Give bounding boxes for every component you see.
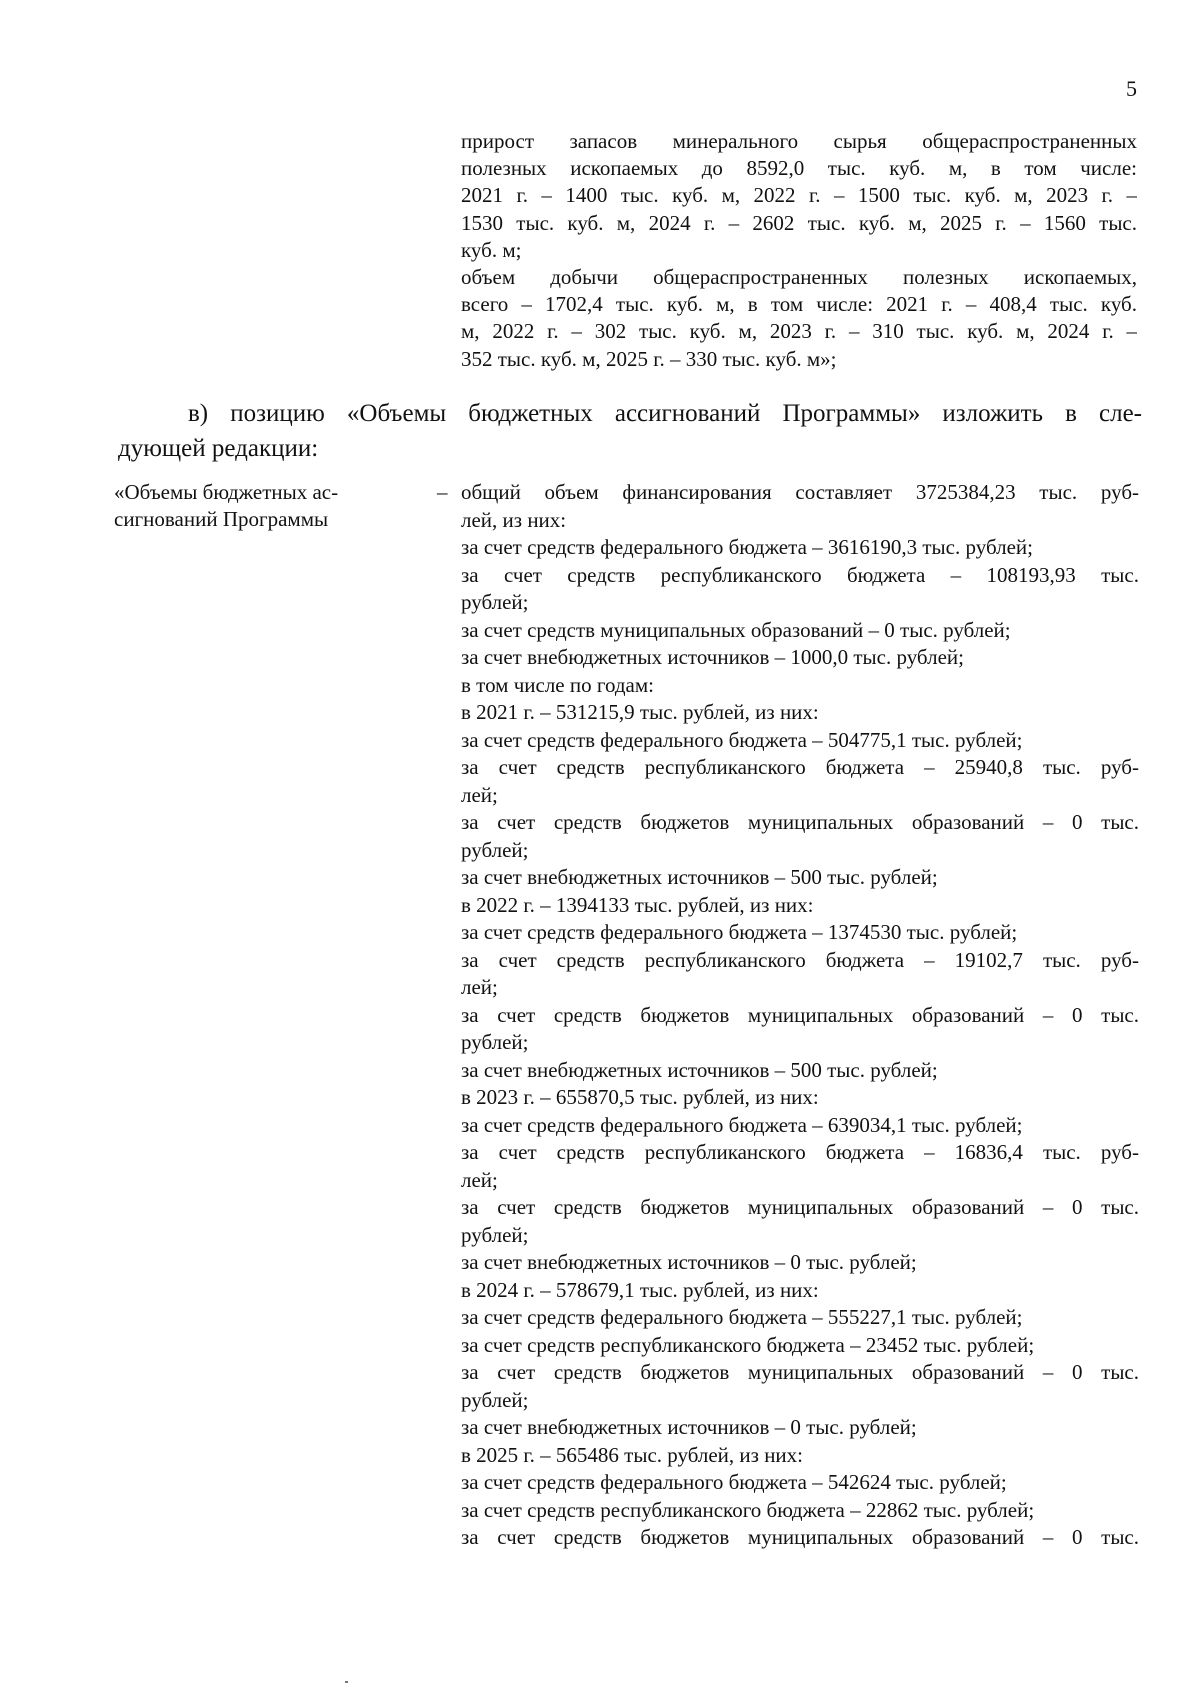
- text-line: лей;: [461, 782, 498, 807]
- text-line: м, 2022 г. – 302 тыс. куб. м, 2023 г. – 310 тыс. куб. м, 2024 г. –: [461, 319, 1137, 344]
- text-line: куб. м;: [461, 237, 522, 262]
- text-line: за счет средств федерального бюджета – 3616190,3 тыс. рублей;: [461, 535, 1033, 559]
- table-dash: –: [437, 480, 448, 504]
- text-line: за счет внебюджетных источников – 500 тыс. рублей;: [461, 1057, 938, 1082]
- text-line: за счет средств республиканского бюджета – 19102,7 тыс. руб-: [461, 947, 1139, 972]
- text-line: за счет средств федерального бюджета – 639034,1 тыс. рублей;: [461, 1112, 1023, 1137]
- text-line: лей;: [461, 1167, 498, 1192]
- text-line: дующей редакции:: [118, 435, 319, 462]
- text-line: за счет средств бюджетов муниципальных образований – 0 тыс.: [461, 1002, 1139, 1027]
- text-line: за счет внебюджетных источников – 1000,0 тыс. рублей;: [461, 645, 964, 669]
- page-number: 5: [1126, 76, 1137, 101]
- text-line: за счет средств федерального бюджета – 1374530 тыс. рублей;: [461, 920, 1018, 944]
- text-line: в 2025 г. – 565486 тыс. рублей, из них:: [461, 1442, 804, 1467]
- paragraph-c: [118, 396, 1142, 466]
- text-line: рублей;: [461, 1387, 529, 1412]
- text-line: 1530 тыс. куб. м, 2024 г. – 2602 тыс. куб. м, 2025 г. – 1560 тыс.: [461, 210, 1137, 235]
- text-line: за счет средств бюджетов муниципальных образований – 0 тыс.: [461, 1195, 1139, 1219]
- text-line: за счет внебюджетных источников – 500 тыс. рублей;: [461, 865, 938, 889]
- text-line: в том числе по годам:: [461, 672, 654, 697]
- text-line: 2021 г. – 1400 тыс. куб. м, 2022 г. – 1500 тыс. куб. м, 2023 г. –: [461, 183, 1137, 208]
- text-line: лей, из них:: [461, 507, 567, 532]
- text-line: за счет средств республиканского бюджета – 108193,93 тыс.: [461, 562, 1139, 587]
- text-line: в 2024 г. – 578679,1 тыс. рублей, из них:: [461, 1277, 819, 1302]
- text-line: всего – 1702,4 тыс. куб. м, в том числе: 2021 г. – 408,4 тыс. куб.: [461, 292, 1137, 317]
- table-body-cell: [461, 479, 1139, 1552]
- text-line: 352 тыс. куб. м, 2025 г. – 330 тыс. куб. м»;: [461, 346, 837, 371]
- text-line: общий объем финансирования составляет 3725384,23 тыс. руб-: [461, 480, 1139, 504]
- text-line: за счет средств бюджетов муниципальных образований – 0 тыс.: [461, 1360, 1139, 1384]
- text-line: сигнований Программы: [114, 507, 329, 532]
- text-line: за счет средств федерального бюджета – 555227,1 тыс. рублей;: [461, 1305, 1023, 1329]
- table-label-cell: [114, 479, 414, 533]
- text-line: за счет средств республиканского бюджета – 22862 тыс. рублей;: [461, 1497, 1035, 1522]
- text-line: рублей;: [461, 1030, 529, 1054]
- text-line: за счет средств республиканского бюджета – 23452 тыс. рублей;: [461, 1332, 1035, 1357]
- text-line: рублей;: [461, 837, 529, 862]
- text-line: в 2021 г. – 531215,9 тыс. рублей, из них:: [461, 700, 819, 724]
- text-line: за счет внебюджетных источников – 0 тыс. рублей;: [461, 1250, 917, 1274]
- text-line: объем добычи общераспространенных полезных ископаемых,: [461, 264, 1137, 289]
- text-line: за счет средств бюджетов муниципальных образований – 0 тыс.: [461, 810, 1139, 834]
- text-line: за счет внебюджетных источников – 0 тыс. рублей;: [461, 1415, 917, 1439]
- text-line: лей;: [461, 975, 498, 999]
- text-line: за счет средств республиканского бюджета – 25940,8 тыс. руб-: [461, 755, 1139, 779]
- text-line: прирост запасов минерального сырья общераспространенных: [461, 129, 1137, 153]
- text-line: полезных ископаемых до 8592,0 тыс. куб. м, в том числе:: [461, 156, 1137, 181]
- text-line: за счет средств федерального бюджета – 542624 тыс. рублей;: [461, 1470, 1007, 1494]
- text-line: за счет средств муниципальных образований – 0 тыс. рублей;: [461, 617, 1011, 642]
- text-line: за счет средств республиканского бюджета – 16836,4 тыс. руб-: [461, 1140, 1139, 1164]
- scan-speck: [345, 1681, 348, 1683]
- text-line: в 2022 г. – 1394133 тыс. рублей, из них:: [461, 892, 814, 917]
- text-line: рублей;: [461, 1222, 529, 1247]
- text-line: в) позицию «Объемы бюджетных ассигнований Программы» изложить в сле-: [188, 400, 1142, 427]
- text-line: «Объемы бюджетных ас-: [114, 480, 339, 504]
- text-line: за счет средств бюджетов муниципальных образований – 0 тыс.: [461, 1525, 1139, 1549]
- mineral-resources-indicators: [461, 128, 1137, 373]
- text-line: рублей;: [461, 590, 529, 614]
- text-line: в 2023 г. – 655870,5 тыс. рублей, из них:: [461, 1085, 819, 1109]
- text-line: за счет средств федерального бюджета – 504775,1 тыс. рублей;: [461, 727, 1023, 752]
